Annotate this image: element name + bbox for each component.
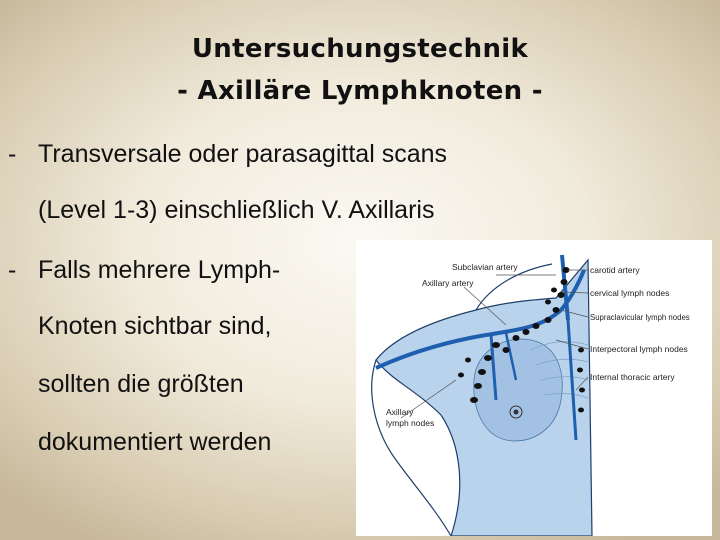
- bullet-text-line: dokumentiert werden: [38, 428, 272, 456]
- label-axillary-lymph-nodes-1: Axillary: [386, 407, 414, 417]
- bullet-text-line: (Level 1-3) einschließlich V. Axillaris: [38, 196, 435, 224]
- label-subclavian-artery: Subclavian artery: [452, 262, 518, 272]
- slide-title: [0, 28, 720, 112]
- slide-title-line2: - Axilläre Lymphknoten -: [177, 76, 543, 106]
- label-cervical-lymph-nodes: cervical lymph nodes: [590, 288, 670, 298]
- label-interpectoral-lymph-nodes: Interpectoral lymph nodes: [590, 344, 688, 354]
- anatomy-illustration: [356, 240, 712, 536]
- bullet-item-lymph-nodes: [6, 256, 366, 496]
- label-axillary-artery: Axillary artery: [422, 278, 474, 288]
- axillary-lymph-node-figure: [356, 240, 712, 536]
- slide-title-line1: Untersuchungstechnik: [191, 34, 529, 64]
- bullet-text-line: sollten die größten: [38, 370, 244, 398]
- bullet-text-line: Falls mehrere Lymph-: [38, 256, 281, 284]
- label-axillary-lymph-nodes-2: lymph nodes: [386, 418, 435, 428]
- bullet-text-line: Transversale oder parasagittal scans: [38, 140, 447, 168]
- label-carotid-artery: carotid artery: [590, 265, 640, 275]
- bullet-text-line: Knoten sichtbar sind,: [38, 312, 272, 340]
- bullet-item-scans: [6, 140, 606, 230]
- bullet-dash: -: [8, 140, 17, 168]
- breast-region: [474, 339, 562, 441]
- label-internal-thoracic-artery: Internal thoracic artery: [590, 372, 675, 382]
- bullet-dash: -: [8, 256, 17, 284]
- label-supraclavicular-lymph-nodes: Supraclavicular lymph nodes: [590, 313, 690, 322]
